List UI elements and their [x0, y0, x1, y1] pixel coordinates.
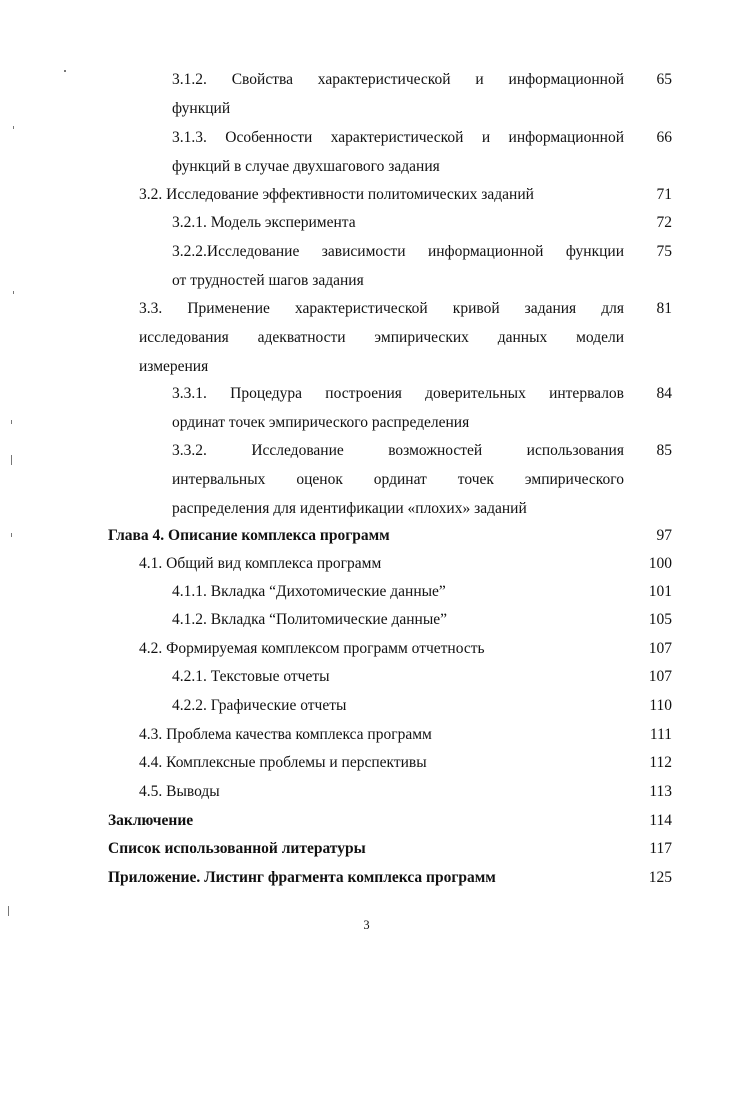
toc-line: Список использованной литературы — [108, 840, 366, 857]
toc-entry-appendix — [108, 863, 496, 892]
toc-entry-conclusion — [108, 806, 193, 835]
toc-page-number: 110 — [649, 697, 672, 714]
toc-entry-4-1-2 — [172, 605, 447, 634]
scan-speck — [13, 126, 14, 129]
toc-page-number: 81 — [656, 300, 672, 317]
toc-line: измерения — [139, 358, 209, 375]
toc-line: 4.5. Выводы — [139, 783, 220, 800]
toc-line: 4.2.1. Текстовые отчеты — [172, 668, 330, 685]
toc-entry-3-2-1 — [172, 208, 356, 237]
toc-line: функций в случае двухшагового задания — [172, 158, 440, 175]
toc-line: Заключение — [108, 812, 194, 829]
toc-page-number: 100 — [648, 555, 672, 572]
toc-page-number: 114 — [649, 812, 672, 829]
toc-line: ординат точек эмпирического распределения — [172, 414, 470, 431]
toc-entry-4-5 — [139, 777, 220, 806]
toc-line: 3.3.2. Исследование возможностей использования — [172, 442, 624, 459]
toc-line: от трудностей шагов задания — [172, 272, 364, 289]
toc-line: исследования адекватности эмпирических данных модели — [139, 329, 624, 346]
toc-line: 4.1.2. Вкладка “Политомические данные” — [172, 611, 447, 628]
toc-page-number: 101 — [648, 583, 672, 600]
toc-line: 3.2. Исследование эффективности политомических заданий — [139, 186, 534, 203]
toc-entry-4-4 — [139, 748, 427, 777]
toc-page-number: 65 — [656, 71, 672, 88]
toc-line: 4.2.2. Графические отчеты — [172, 697, 347, 714]
toc-line: 3.2.1. Модель эксперимента — [172, 214, 356, 231]
toc-line: 4.3. Проблема качества комплекса программ — [139, 726, 432, 743]
toc-entry-3-2 — [139, 180, 534, 209]
toc-entry-3-3-2 — [172, 436, 624, 523]
toc-line: 4.1. Общий вид комплекса программ — [139, 555, 382, 572]
toc-line: функций — [172, 100, 231, 117]
toc-line: интервальных оценок ординат точек эмпирического — [172, 471, 624, 488]
toc-line: Приложение. Листинг фрагмента комплекса программ — [108, 869, 496, 886]
toc-line: 4.4. Комплексные проблемы и перспективы — [139, 754, 427, 771]
toc-page-number: 107 — [648, 668, 672, 685]
toc-entry-chapter-4 — [108, 521, 390, 550]
toc-line: Глава 4. Описание комплекса программ — [108, 527, 390, 544]
toc-page-number: 107 — [648, 640, 672, 657]
toc-entry-3-1-2 — [172, 65, 624, 123]
toc-page-number: 66 — [656, 129, 672, 146]
toc-line: 3.3.1. Процедура построения доверительных интервалов — [172, 385, 624, 402]
toc-page-number: 113 — [649, 783, 672, 800]
toc-line: 3.1.3. Особенности характеристической и информационной — [172, 129, 624, 146]
scan-speck — [8, 906, 9, 916]
toc-line: 3.3. Применение характеристической кривой задания для — [139, 300, 624, 317]
scan-speck — [13, 291, 14, 294]
toc-entry-3-3 — [139, 294, 624, 381]
toc-line: 4.2. Формируемая комплексом программ отчетность — [139, 640, 485, 657]
toc-entry-3-1-3 — [172, 123, 624, 181]
toc-line: 3.1.2. Свойства характеристической и информационной — [172, 71, 624, 88]
toc-entry-4-3 — [139, 720, 432, 749]
toc-entry-references — [108, 834, 366, 863]
toc-page-number: 75 — [656, 243, 672, 260]
scan-speck — [11, 455, 12, 465]
toc-page-number: 97 — [656, 527, 672, 544]
toc-entry-4-2-2 — [172, 691, 346, 720]
toc-line: 3.2.2.Исследование зависимости информационной функции — [172, 243, 624, 260]
toc-page-number: 117 — [649, 840, 672, 857]
toc-entry-4-2 — [139, 634, 485, 663]
toc-page-number: 112 — [649, 754, 672, 771]
toc-page-number: 72 — [656, 214, 672, 231]
toc-page-number: 71 — [656, 186, 672, 203]
toc-page-number: 111 — [649, 726, 672, 743]
toc-page-number: 105 — [648, 611, 672, 628]
toc-line: 4.1.1. Вкладка “Дихотомические данные” — [172, 583, 446, 600]
scan-speck — [11, 533, 12, 537]
toc-entry-4-2-1 — [172, 662, 330, 691]
toc-line: распределения для идентификации «плохих» заданий — [172, 500, 527, 517]
toc-entry-3-2-2 — [172, 237, 624, 295]
page-number: 3 — [363, 918, 370, 932]
toc-page-number: 85 — [656, 442, 672, 459]
scan-speck — [64, 70, 66, 72]
toc-page-number: 84 — [656, 385, 672, 402]
toc-entry-3-3-1 — [172, 379, 624, 437]
toc-entry-4-1-1 — [172, 577, 446, 606]
toc-entry-4-1 — [139, 549, 381, 578]
scan-speck — [11, 420, 12, 424]
toc-page-number: 125 — [648, 869, 672, 886]
